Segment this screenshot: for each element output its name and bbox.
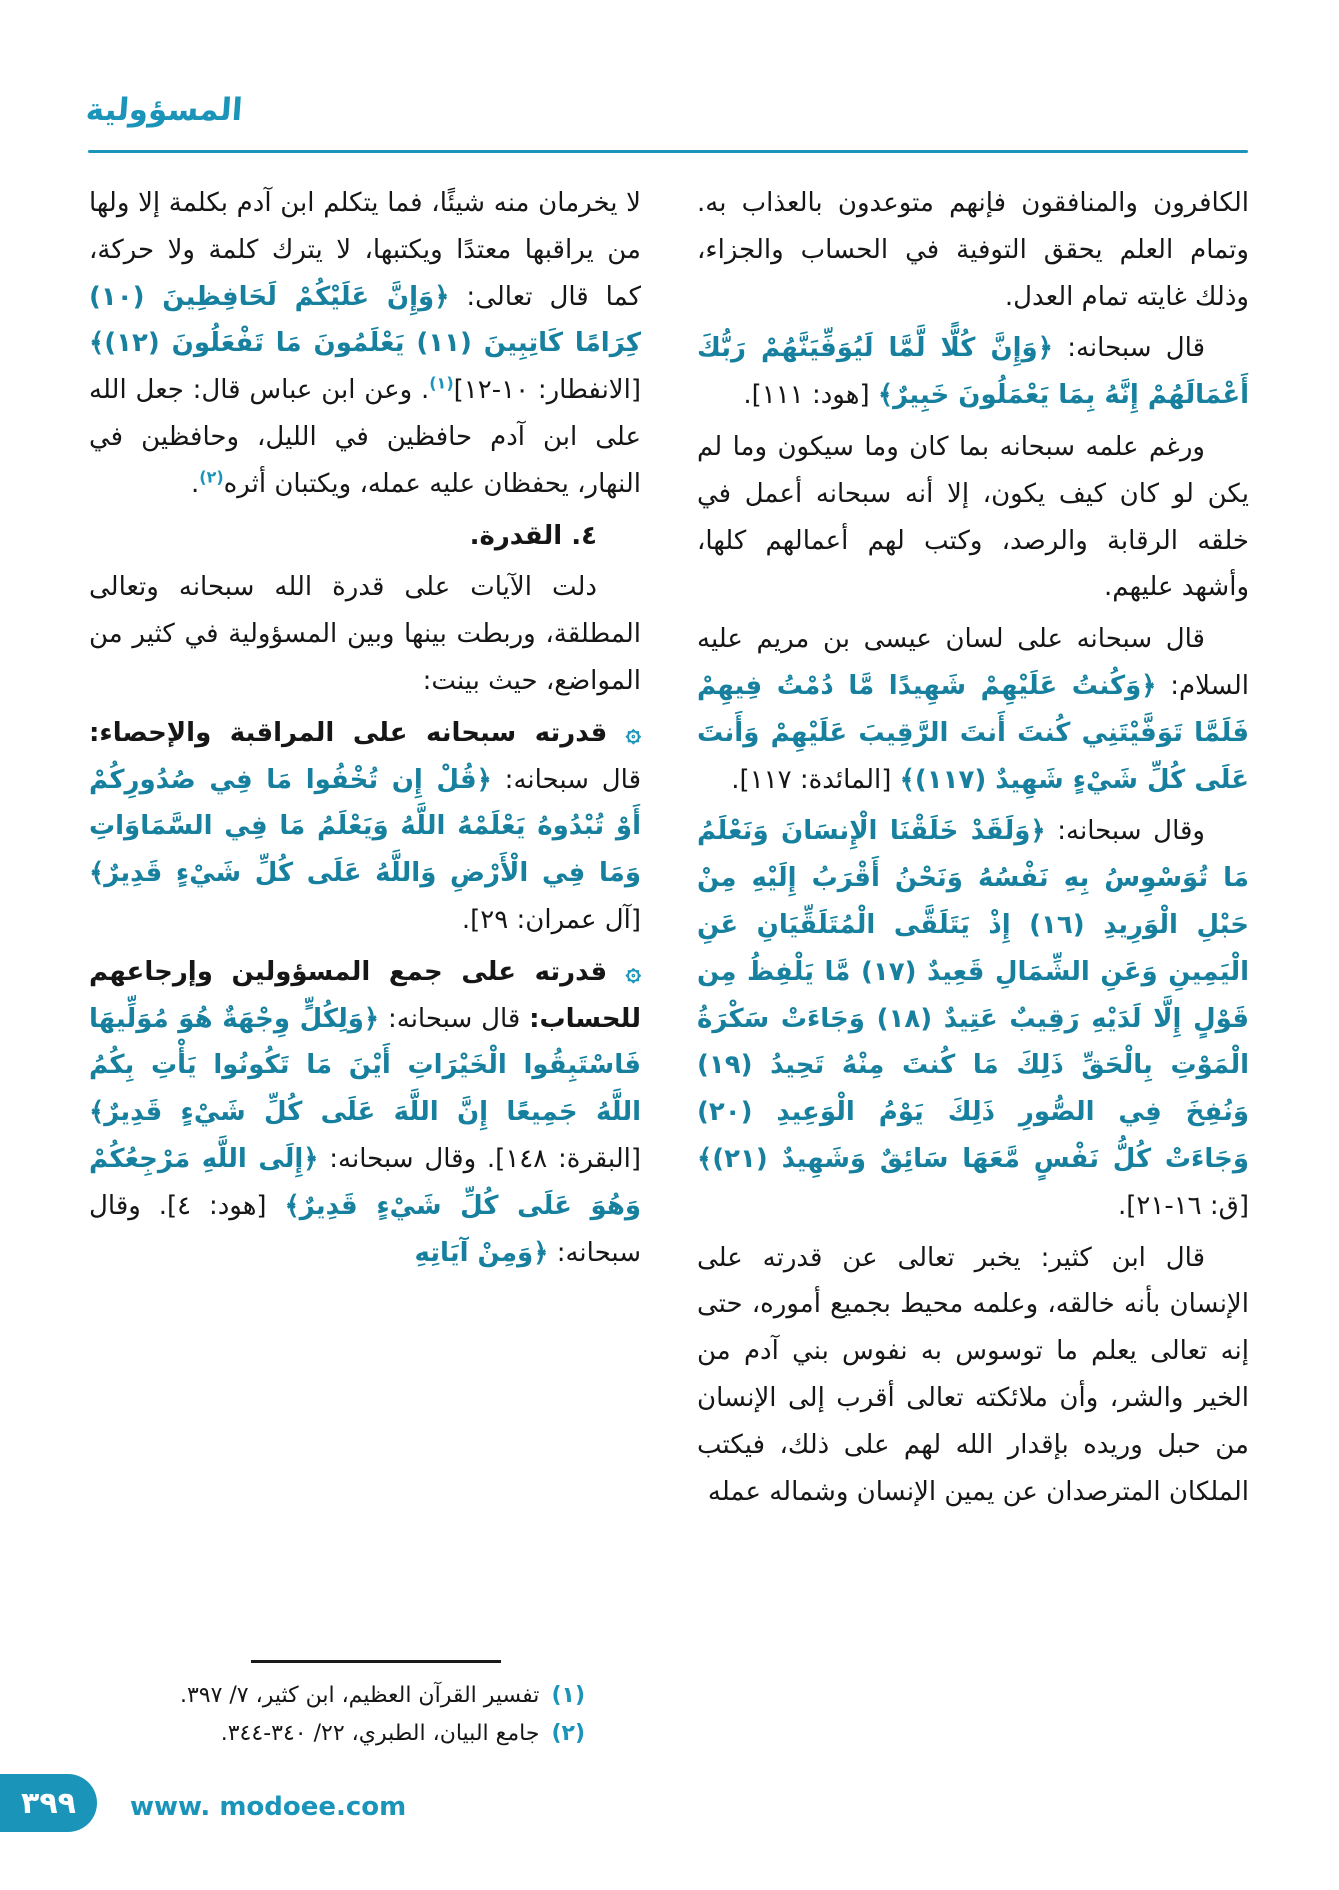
- quran-verse: ﴿وَكُنتُ عَلَيْهِمْ شَهِيدًا مَّا دُمْتُ فِيهِمْ فَلَمَّا تَوَفَّيْتَنِي كُنتَ أَنتَ الرَّقِيبَ عَلَيْهِمْ وَأَنتَ عَلَى كُلِّ شَيْءٍ شَهِيدٌ (١١٧)﴾: [697, 670, 1249, 795]
- footnote: [89, 1677, 641, 1714]
- right-column: [697, 180, 1249, 1752]
- body-text: . وعن ابن عباس قال: جعل الله على ابن آدم حافظين في الليل، وحافظين في النهار، يحفظان عليه عمله، ويكتبان أثره: [89, 375, 641, 499]
- verse-reference: [هود: ١١١].: [743, 380, 878, 411]
- body-text: دلت الآيات على قدرة الله سبحانه وتعالى المطلقة، وربطت بينها وبين المسؤولية في كثير من المواضع، حيث بينت:: [89, 572, 641, 696]
- body-text: .: [190, 468, 200, 499]
- footnote-marker: (١): [429, 373, 454, 393]
- paragraph: [697, 1235, 1249, 1516]
- paragraph: [697, 808, 1249, 1229]
- footnote-marker: (٢): [199, 467, 224, 487]
- paragraph: [697, 325, 1249, 419]
- header-rule: [88, 150, 1248, 153]
- quran-verse: ﴿إِلَى اللَّهِ مَرْجِعُكُمْ وَهُوَ عَلَى كُلِّ شَيْءٍ قَدِيرٌ﴾: [89, 1143, 641, 1221]
- paragraph: [89, 513, 641, 560]
- body-text: قال سبحانه:: [1052, 333, 1205, 364]
- footnote-number: (١): [551, 1683, 585, 1709]
- chapter-title: المسؤولية: [84, 92, 244, 128]
- footnote-text: جامع البيان، الطبري، ٢٢/ ٣٤٠-٣٤٤.: [220, 1720, 540, 1746]
- quran-verse: ﴿وَلِكُلٍّ وِجْهَةٌ هُوَ مُوَلِّيهَا فَاسْتَبِقُوا الْخَيْرَاتِ أَيْنَ مَا تَكُونُوا يَأْتِ بِكُمُ اللَّهُ جَمِيعًا إِنَّ اللَّهَ عَلَى كُلِّ شَيْءٍ قَدِيرٌ﴾: [89, 1003, 641, 1128]
- lead-in-text: قدرته على جمع المسؤولين وإرجاعهم للحساب:: [89, 956, 641, 1034]
- lead-in-text: ٤. القدرة.: [469, 520, 597, 551]
- body-text: قال سبحانه:: [491, 764, 641, 795]
- paragraph: [89, 710, 641, 944]
- bullet-ornament: ۞: [607, 956, 641, 987]
- paragraph: [697, 180, 1249, 320]
- body-text: وقال سبحانه:: [89, 1190, 641, 1268]
- footnotes-section: [89, 1652, 641, 1752]
- page-number-badge: [0, 1774, 97, 1832]
- quran-verse: ﴿وَإِنَّ كُلًّا لَّمَّا لَيُوَفِّيَنَّهُمْ رَبُّكَ أَعْمَالَهُمْ إِنَّهُ بِمَا يَعْمَلُونَ خَبِيرٌ﴾: [697, 333, 1249, 411]
- quran-verse: ﴿وَإِنَّ عَلَيْكُمْ لَحَافِظِينَ (١٠) كِرَامًا كَاتِبِينَ (١١) يَعْلَمُونَ مَا تَفْعَلُونَ (١٢)﴾: [89, 281, 641, 359]
- footnote: [89, 1715, 641, 1752]
- body-text: لا يخرمان منه شيئًا، فما يتكلم ابن آدم بكلمة إلا ولها من يراقبها معتدًا ويكتبها، لا يترك كلمة ولا حركة، كما قال تعالى:: [89, 188, 641, 312]
- footnote-text: تفسير القرآن العظيم، ابن كثير، ٧/ ٣٩٧.: [179, 1683, 540, 1709]
- page-number: ٣٩٩: [21, 1785, 76, 1821]
- left-column-text: [89, 180, 641, 1281]
- verse-reference: [البقرة: ١٤٨].: [486, 1143, 641, 1174]
- footnotes-list: [89, 1677, 641, 1752]
- body-text: وقال سبحانه:: [318, 1143, 487, 1174]
- right-column-text: [697, 180, 1249, 1520]
- verse-reference: [هود: ٤].: [158, 1190, 285, 1221]
- verse-reference: [الانفطار: ١٠-١٢]: [453, 375, 641, 406]
- paragraph: [697, 424, 1249, 611]
- lead-in-text: قدرته سبحانه على المراقبة والإحصاء:: [89, 717, 608, 748]
- quran-verse: ﴿وَمِنْ آيَاتِهِ: [414, 1237, 549, 1268]
- verse-reference: [ق: ١٦-٢١].: [1117, 1190, 1249, 1221]
- verse-reference: [آل عمران: ٢٩].: [461, 904, 641, 935]
- paragraph: [89, 564, 641, 704]
- body-text: قال ابن كثير: يخبر تعالى عن قدرته على الإنسان بأنه خالقه، وعلمه محيط بجميع أموره، حتى إنه تعالى يعلم ما توسوس به نفوس بني آدم من الخير والشر، وأن ملائكته تعالى أقرب إلى الإنسان من حبل وريده بإقدار الله لهم على ذلك، فيكتب الملكان المترصدان عن يمين الإنسان وشماله عمله: [697, 1242, 1249, 1507]
- left-column: [89, 180, 641, 1752]
- quran-verse: ﴿قُلْ إِن تُخْفُوا مَا فِي صُدُورِكُمْ أَوْ تُبْدُوهُ يَعْلَمْهُ اللَّهُ وَيَعْلَمُ مَا فِي السَّمَاوَاتِ وَمَا فِي الْأَرْضِ وَاللَّهُ عَلَى كُلِّ شَيْءٍ قَدِيرٌ﴾: [89, 764, 641, 889]
- footnote-separator: [251, 1660, 501, 1663]
- website-url: www. modoee.com: [130, 1792, 407, 1822]
- verse-reference: [المائدة: ١١٧].: [731, 764, 900, 795]
- paragraph: [89, 949, 641, 1277]
- paragraph: [697, 616, 1249, 803]
- footnote-number: (٢): [551, 1720, 585, 1746]
- body-text: الكافرون والمنافقون فإنهم متوعدون بالعذاب به. وتمام العلم يحقق التوفية في الحساب والجزاء، وذلك غايته تمام العدل.: [697, 188, 1249, 312]
- body-text: ورغم علمه سبحانه بما كان وما سيكون وما لم يكن لو كان كيف يكون، إلا أنه سبحانه أعمل في خلقه الرقابة والرصد، وكتب لهم أعمالهم كلها، وأشهد عليهم.: [697, 431, 1249, 603]
- text-columns: [89, 180, 1249, 1752]
- body-text: قال سبحانه:: [379, 1003, 530, 1034]
- bullet-ornament: ۞: [607, 717, 641, 748]
- paragraph: [89, 180, 641, 508]
- quran-verse: ﴿وَلَقَدْ خَلَقْنَا الْإِنسَانَ وَنَعْلَمُ مَا تُوَسْوِسُ بِهِ نَفْسُهُ وَنَحْنُ أَقْرَبُ إِلَيْهِ مِنْ حَبْلِ الْوَرِيدِ (١٦) إِذْ يَتَلَقَّى الْمُتَلَقِّيَانِ عَنِ الْيَمِينِ وَعَنِ الشِّمَالِ قَعِيدٌ (١٧) مَّا يَلْفِظُ مِن قَوْلٍ إِلَّا لَدَيْهِ رَقِيبٌ عَتِيدٌ (١٨) وَجَاءَتْ سَكْرَةُ الْمَوْتِ بِالْحَقِّ ذَلِكَ مَا كُنتَ مِنْهُ تَحِيدُ (١٩) وَنُفِخَ فِي الصُّورِ ذَلِكَ يَوْمُ الْوَعِيدِ (٢٠) وَجَاءَتْ كُلُّ نَفْسٍ مَّعَهَا سَائِقٌ وَشَهِيدٌ (٢١)﴾: [697, 816, 1249, 1174]
- body-text: وقال سبحانه:: [1045, 816, 1205, 847]
- body-text: قال سبحانه على لسان عيسى بن مريم عليه السلام:: [697, 624, 1249, 701]
